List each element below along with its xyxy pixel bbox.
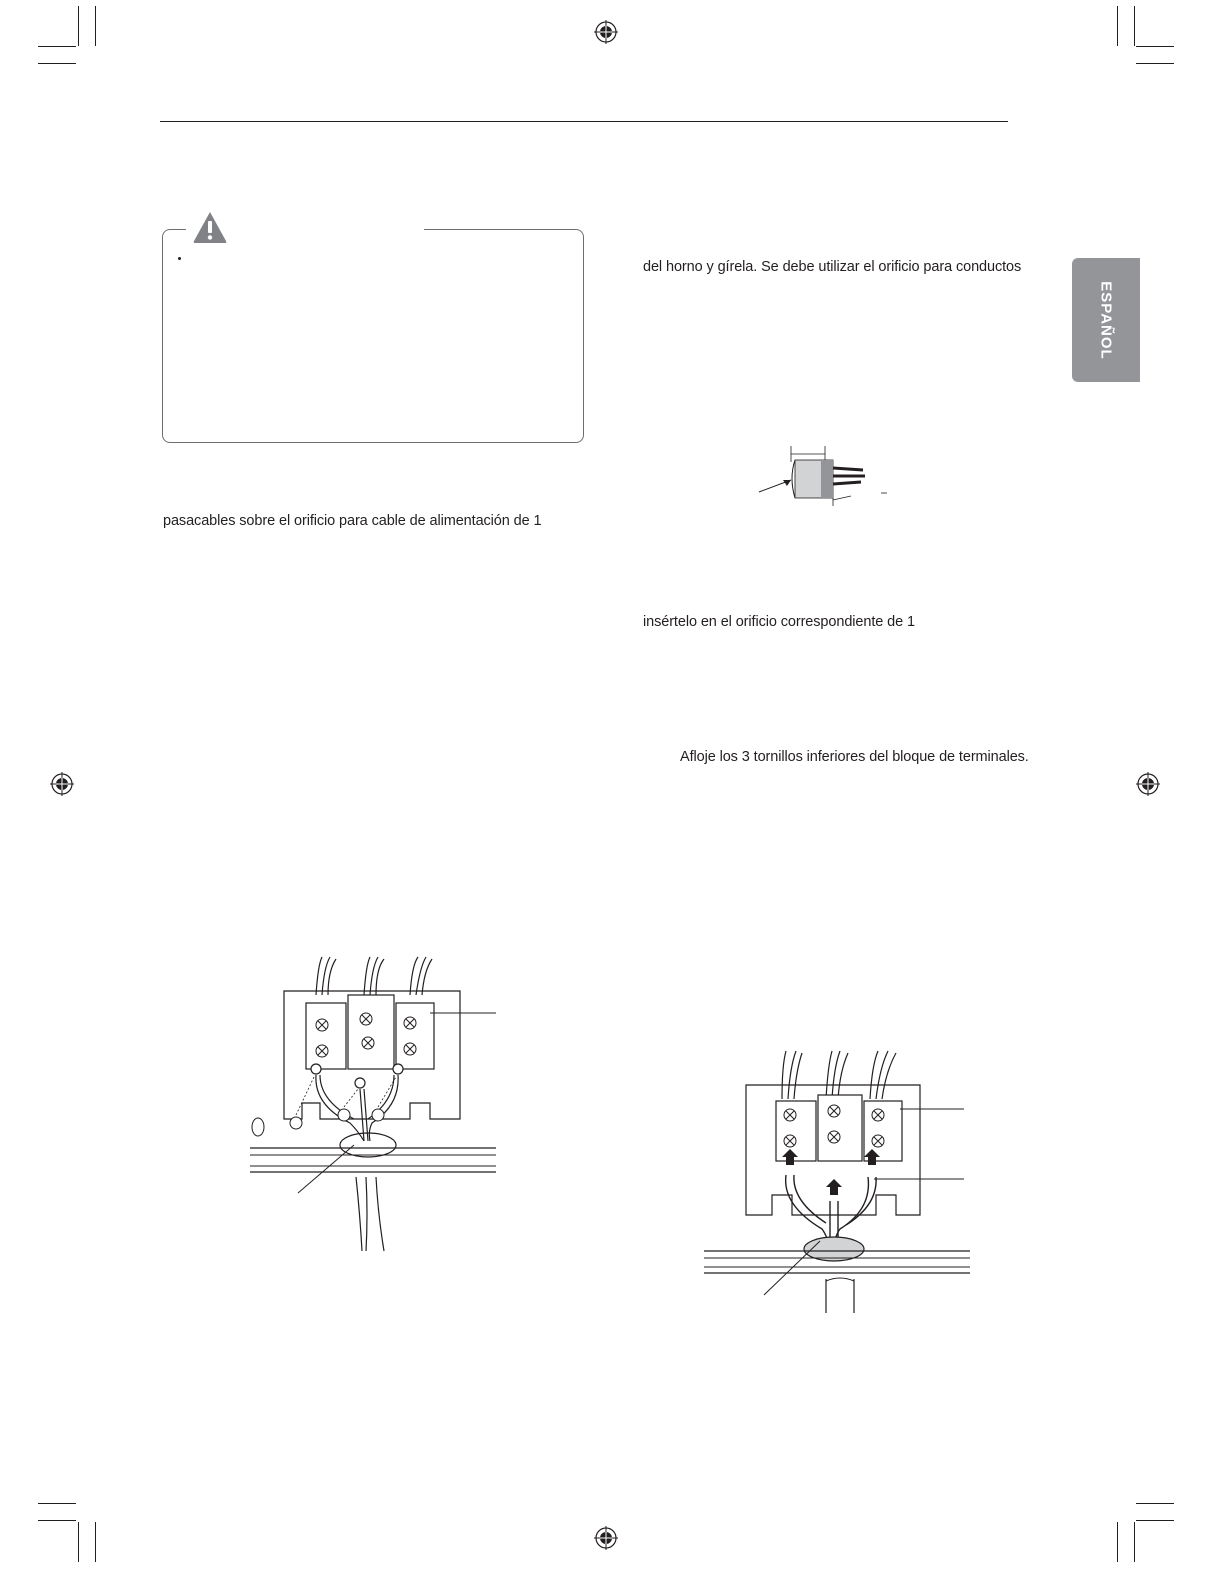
warning-triangle-icon — [192, 210, 228, 244]
registration-mark-icon — [1136, 772, 1160, 796]
right-caption-2: insértelo en el orificio correspondiente de 1 — [643, 614, 915, 630]
left-caption-1: pasacables sobre el orificio para cable de alimentación de 1 — [163, 513, 542, 529]
warning-bullet — [178, 257, 181, 260]
registration-mark-icon — [50, 772, 74, 796]
terminal-block-diagram-right — [700, 1045, 970, 1315]
right-caption-3: Afloje los 3 tornillos inferiores del bloque de terminales. — [680, 749, 1029, 765]
registration-mark-icon — [594, 1526, 618, 1550]
language-tab-label-wrap — [1072, 258, 1140, 382]
header-rule — [160, 121, 1008, 122]
cable-strip-diagram — [755, 440, 895, 510]
warning-box — [162, 229, 584, 443]
language-tab-label: ESPAÑOL — [1097, 280, 1115, 360]
registration-mark-icon — [594, 20, 618, 44]
right-caption-1: del horno y gírela. Se debe utilizar el orificio para conductos — [643, 259, 1022, 275]
terminal-block-diagram-left — [240, 955, 500, 1255]
